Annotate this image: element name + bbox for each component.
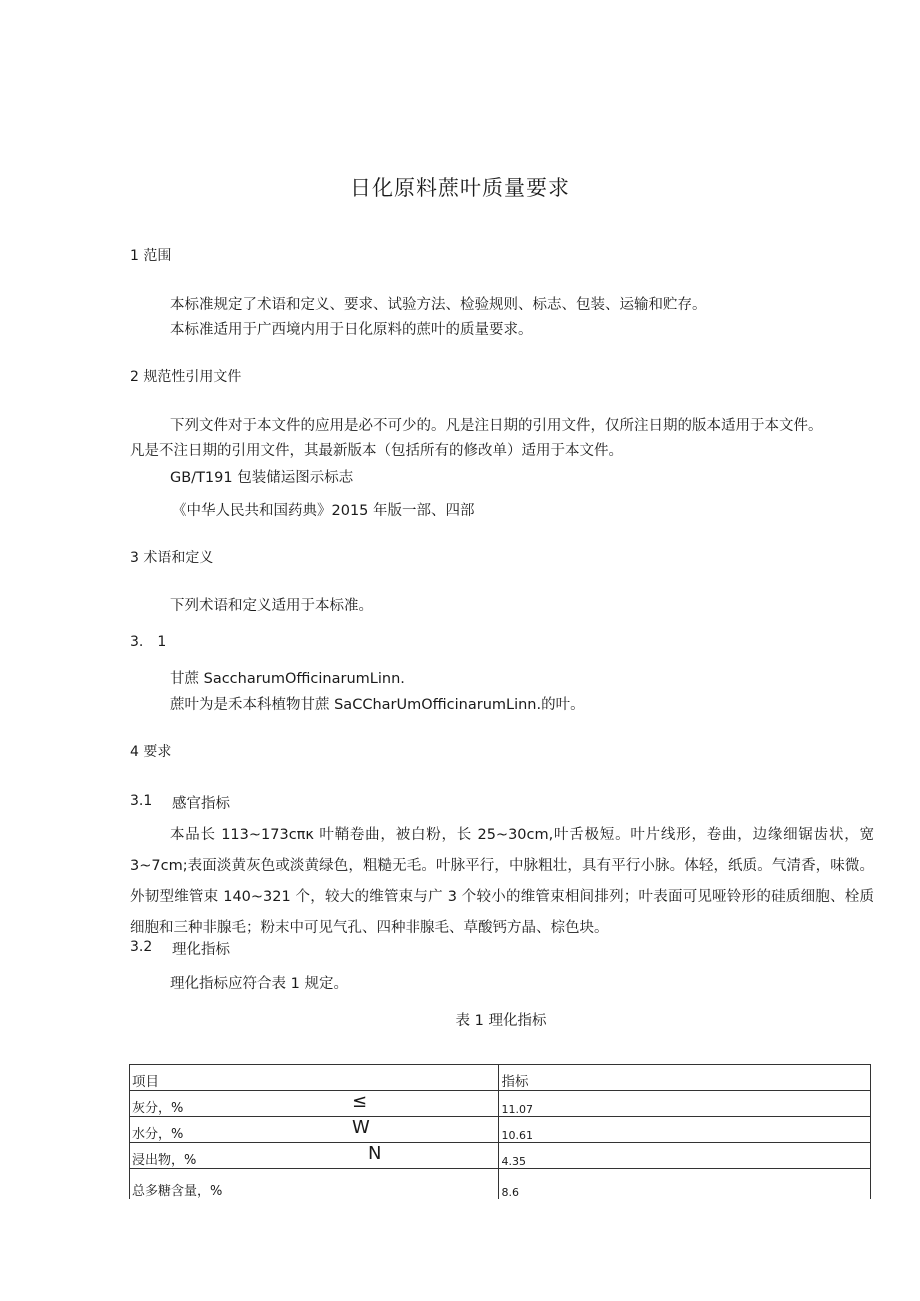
table-row — [130, 1091, 871, 1117]
table-cell-item — [130, 1117, 499, 1143]
section-heading-terms: 3 术语和定义 — [130, 550, 214, 566]
item-label: 总多糖含量，% — [132, 1184, 223, 1199]
item-label: 水分，% — [132, 1127, 184, 1142]
table-header-value: 指标 — [499, 1065, 871, 1091]
item-label: 浸出物，% — [132, 1153, 197, 1168]
subsection-number-sensory: 3.1 — [130, 793, 153, 809]
comparison-symbol: ≤ — [352, 1091, 368, 1112]
subsection-title-sensory: 感官指标 — [172, 796, 230, 812]
reference-pharmacopoeia: 《中华人民共和国药典》2015 年版一部、四部 — [172, 503, 475, 519]
table-cell-item — [130, 1091, 499, 1117]
section-heading-requirements: 4 要求 — [130, 744, 172, 760]
physchem-paragraph: 理化指标应符合表 1 规定。 — [170, 976, 348, 992]
table-caption: 表 1 理化指标 — [455, 1013, 547, 1029]
table-row — [130, 1143, 871, 1169]
table-header-item: 项目 — [130, 1065, 499, 1091]
term-name: 甘蔗 SaccharumOfficinarumLinn. — [170, 671, 405, 687]
reference-gb-t191: GB/T191 包装储运图示标志 — [170, 470, 354, 486]
table-cell-value: 11.07 — [499, 1091, 871, 1117]
sensory-paragraph: 本品长 113~173cπκ 叶鞘卷曲，被白粉，长 25~30cm,叶舌极短。叶片线形，卷曲，边缘细锯齿状，宽 3~7cm;表面淡黄灰色或淡黄绿色，粗糙无毛。叶脉平行，中脉粗壮，具有平行小脉。体轻，纸质。气清香，味微。外韧型维管束 140~321 个，较大的维管束与广 3 个较小的维管束相间排列；叶表面可见哑铃形的硅质细胞、栓质细胞和三种非腺毛；粉末中可见气孔、四种非腺毛、草酸钙方晶、棕色块。 — [130, 827, 874, 936]
subsection-title-physchem: 理化指标 — [172, 942, 230, 958]
section-heading-references: 2 规范性引用文件 — [130, 369, 242, 385]
term-number: 3. 1 — [130, 634, 167, 650]
table-row — [130, 1169, 871, 1200]
table-cell-item — [130, 1169, 499, 1200]
scope-paragraph-2: 本标准适用于广西境内用于日化原料的蔗叶的质量要求。 — [170, 322, 533, 338]
table-cell-value: 8.6 — [499, 1169, 871, 1200]
references-paragraph-cont: 凡是不注日期的引用文件，其最新版本（包括所有的修改单）适用于本文件。 — [130, 443, 623, 459]
section-heading-scope: 1 范围 — [130, 248, 172, 264]
table-cell-value: 10.61 — [499, 1117, 871, 1143]
table-cell-value: 4.35 — [499, 1143, 871, 1169]
terms-paragraph: 下列术语和定义适用于本标准。 — [170, 598, 373, 614]
page-title: 日化原料蔗叶质量要求 — [350, 176, 570, 200]
table-header-row — [130, 1065, 871, 1091]
comparison-symbol: W — [352, 1117, 370, 1138]
physchem-table — [129, 1064, 871, 1199]
item-label: 灰分，% — [132, 1101, 184, 1116]
subsection-number-physchem: 3.2 — [130, 939, 153, 955]
term-definition: 蔗叶为是禾本科植物甘蔗 SaCCharUmOfficinarumLinn.的叶。 — [170, 697, 585, 713]
scope-paragraph-1: 本标准规定了术语和定义、要求、试验方法、检验规则、标志、包装、运输和贮存。 — [170, 297, 707, 313]
table-row — [130, 1117, 871, 1143]
references-paragraph: 下列文件对于本文件的应用是必不可少的。凡是注日期的引用文件，仅所注日期的版本适用于本文件。 — [170, 418, 823, 434]
table-cell-item — [130, 1143, 499, 1169]
comparison-symbol: N — [368, 1143, 382, 1164]
